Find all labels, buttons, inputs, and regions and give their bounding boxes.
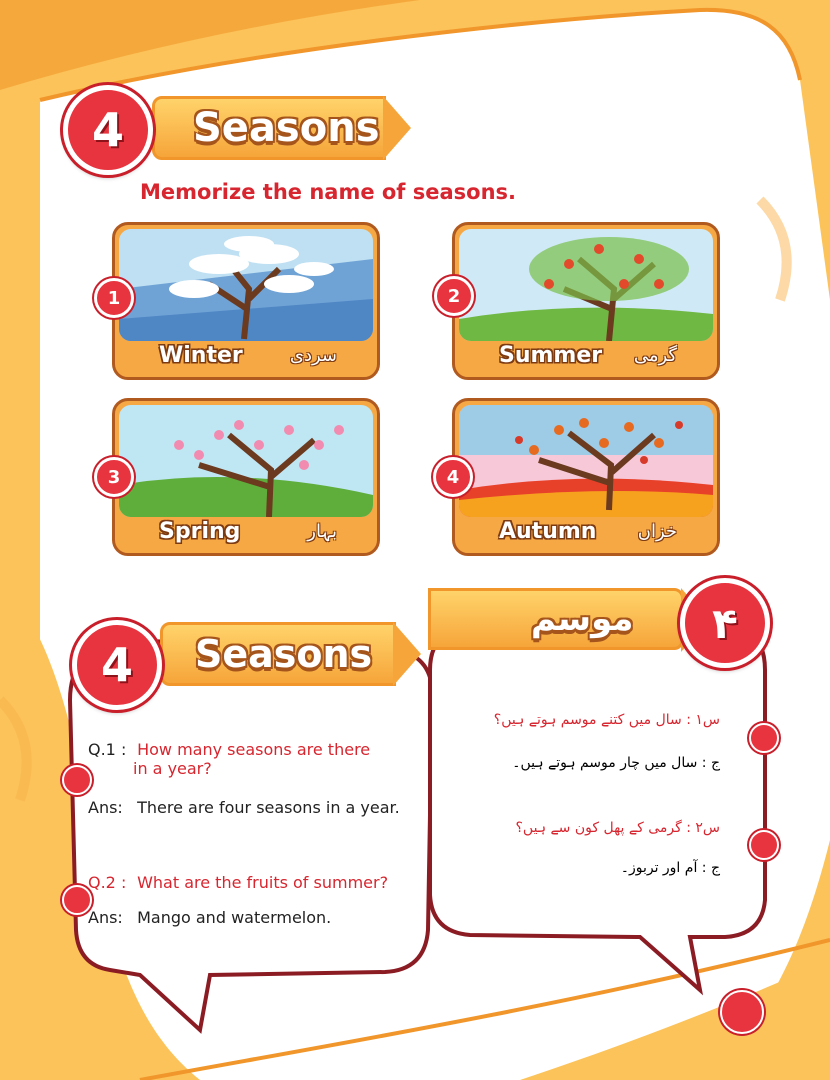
urdu-qa-number-badge bbox=[680, 578, 770, 668]
english-qa-number-badge bbox=[72, 620, 162, 710]
english-qa-number: 4 bbox=[100, 638, 133, 692]
answer-2-text: Mango and watermelon. bbox=[137, 908, 332, 927]
question-1-text-cont: in a year? bbox=[133, 759, 212, 778]
card-urdu-name: سردی bbox=[289, 344, 337, 366]
card-number-badge: 3 bbox=[94, 457, 134, 497]
urdu-qa-title: موسم bbox=[531, 599, 634, 639]
card-english-name: Summer bbox=[499, 342, 603, 368]
card-english-name: Spring bbox=[159, 518, 241, 544]
card-english-name: Winter bbox=[159, 342, 243, 368]
question-1 bbox=[88, 740, 428, 778]
question-2-label: Q.2 : bbox=[88, 873, 127, 892]
answer-1-label: Ans: bbox=[88, 798, 123, 817]
decor-dot bbox=[62, 885, 92, 915]
question-2-text: What are the fruits of summer? bbox=[137, 873, 389, 892]
lesson-number-badge bbox=[63, 85, 153, 175]
answer-1-text: There are four seasons in a year. bbox=[137, 798, 400, 817]
english-qa-title-ribbon bbox=[160, 622, 396, 686]
lesson-title: Seasons bbox=[193, 105, 380, 151]
decor-dot bbox=[749, 830, 779, 860]
card-number-badge: 4 bbox=[433, 457, 473, 497]
question-1-label: Q.1 : bbox=[88, 740, 127, 759]
card-urdu-name: بہار bbox=[307, 520, 337, 542]
decor-dot bbox=[62, 765, 92, 795]
instruction-text: Memorize the name of seasons. bbox=[140, 180, 517, 204]
answer-1 bbox=[88, 798, 428, 817]
decor-dot bbox=[720, 990, 764, 1034]
urdu-question-1: س۱ : سال میں کتنے موسم ہوتے ہیں؟ bbox=[493, 712, 720, 728]
answer-2 bbox=[88, 908, 428, 927]
card-urdu-name: گرمی bbox=[633, 344, 677, 366]
card-urdu-name: خزاں bbox=[637, 520, 677, 542]
urdu-answer-1: ج : سال میں چار موسم ہوتے ہیں۔ bbox=[512, 755, 720, 771]
urdu-qa-title-ribbon bbox=[428, 588, 684, 650]
question-1-text: How many seasons are there bbox=[137, 740, 371, 759]
card-number-badge: 1 bbox=[94, 278, 134, 318]
question-2 bbox=[88, 873, 428, 892]
urdu-answer-2: ج : آم اور تربوز۔ bbox=[620, 860, 720, 876]
decor-dot bbox=[749, 723, 779, 753]
english-qa-title: Seasons bbox=[195, 632, 373, 676]
card-english-name: Autumn bbox=[499, 518, 597, 544]
lesson-title-ribbon bbox=[152, 96, 386, 160]
urdu-question-2: س۲ : گرمی کے پھل کون سے ہیں؟ bbox=[515, 820, 720, 836]
card-number-badge: 2 bbox=[434, 276, 474, 316]
answer-2-label: Ans: bbox=[88, 908, 123, 927]
urdu-qa-number: ۴ bbox=[712, 598, 738, 648]
lesson-number: 4 bbox=[91, 103, 124, 157]
